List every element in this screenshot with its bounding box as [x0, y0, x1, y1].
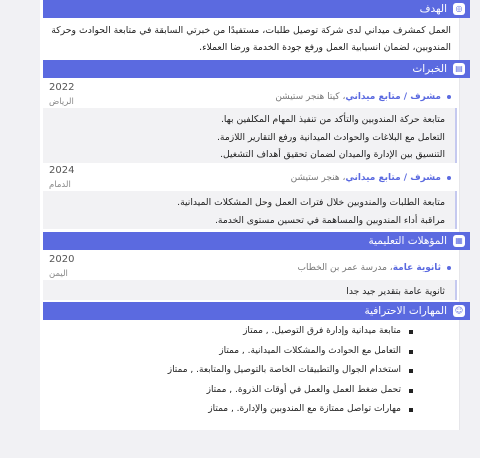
- duty-item: التعامل مع البلاغات والحوادث الميدانية ورفع التقارير اللازمة.: [216, 131, 445, 143]
- skill-item: استخدام الجوال والتطبيقات الخاصة بالتوصيل والمتابعة. , ممتاز: [168, 361, 413, 381]
- school-name: مدرسة عمر بن الخطاب: [297, 263, 387, 273]
- education-city: اليمن: [49, 269, 68, 279]
- experience-year: 2022: [49, 82, 75, 93]
- section-title: الهدف: [419, 3, 447, 15]
- skill-item: مهارات تواصل ممتازة مع المندوبين والإدارة. , ممتاز: [168, 400, 413, 420]
- company-name: كيتا هنجر ستيشن: [275, 92, 340, 102]
- skill-item: التعامل مع الحوادث والمشكلات الميدانية. , ممتاز: [168, 342, 413, 362]
- bullet-icon: [447, 95, 451, 99]
- education-degree: ثانوية عامة، مدرسة عمر بن الخطاب: [298, 263, 451, 273]
- briefcase-icon: ▤: [453, 63, 465, 75]
- experience-year: 2024: [49, 165, 75, 176]
- experience-city: الدمام: [49, 180, 71, 190]
- graduation-cap-icon: ▦: [453, 235, 465, 247]
- skills-list: [168, 322, 413, 420]
- objective-text: العمل كمشرف ميداني لدى شركة توصيل طلبات، مستفيدًا من خبرتي السابقة في متابعة الحوادث وحركة المندوبين، لضمان انسيابية العمل ورفع جودة الخدمة ورضا العملاء.: [51, 25, 451, 53]
- education-year: 2020: [49, 254, 75, 265]
- user-icon: ☺: [454, 306, 464, 315]
- education-details: [43, 280, 457, 300]
- duty-item: متابعة الطلبات والمندوبين خلال فترات العمل وحل المشكلات الميدانية.: [177, 197, 445, 208]
- education-detail-text: ثانوية عامة بتقدير جيد جدا: [346, 286, 445, 297]
- company-name: هنجر ستيشن: [290, 173, 340, 183]
- section-header-objective: [43, 0, 470, 18]
- experience-duties: [43, 108, 457, 163]
- section-title: المهارات الاحترافية: [364, 305, 447, 317]
- section-title: الخبرات: [412, 63, 447, 75]
- target-icon: ◎: [453, 3, 465, 15]
- section-header-education: [43, 232, 470, 250]
- resume-page: [40, 0, 464, 430]
- section-title: المؤهلات التعليمية: [368, 235, 447, 247]
- role-title: مشرف / متابع ميداني: [345, 173, 441, 183]
- experience-city: الرياض: [49, 97, 74, 107]
- duty-item: متابعة حركة المندوبين والتأكد من تنفيذ المهام المكلفين بها.: [221, 114, 445, 125]
- experience-role: مشرف / متابع ميداني، هنجر ستيشن: [291, 173, 451, 183]
- bullet-icon: [447, 266, 451, 270]
- experience-role: مشرف / متابع ميداني، كيتا هنجر ستيشن: [275, 92, 451, 102]
- section-header-experience: [43, 60, 470, 78]
- duty-item: مراقبة أداء المندوبين والمساهمة في تحسين مستوى الخدمة.: [215, 214, 445, 226]
- section-header-skills: [43, 302, 470, 320]
- duty-item: التنسيق بين الإدارة والميدان لضمان تحقيق أهداف التشغيل.: [220, 149, 445, 160]
- bullet-icon: [447, 176, 451, 180]
- degree-title: ثانوية عامة: [392, 263, 441, 273]
- role-title: مشرف / متابع ميداني: [345, 92, 441, 102]
- skill-item: متابعة ميدانية وإدارة فرق التوصيل. , ممتاز: [168, 322, 413, 342]
- experience-duties: [43, 191, 457, 229]
- skill-item: تحمل ضغط العمل والعمل في أوقات الذروة. , ممتاز: [168, 381, 413, 401]
